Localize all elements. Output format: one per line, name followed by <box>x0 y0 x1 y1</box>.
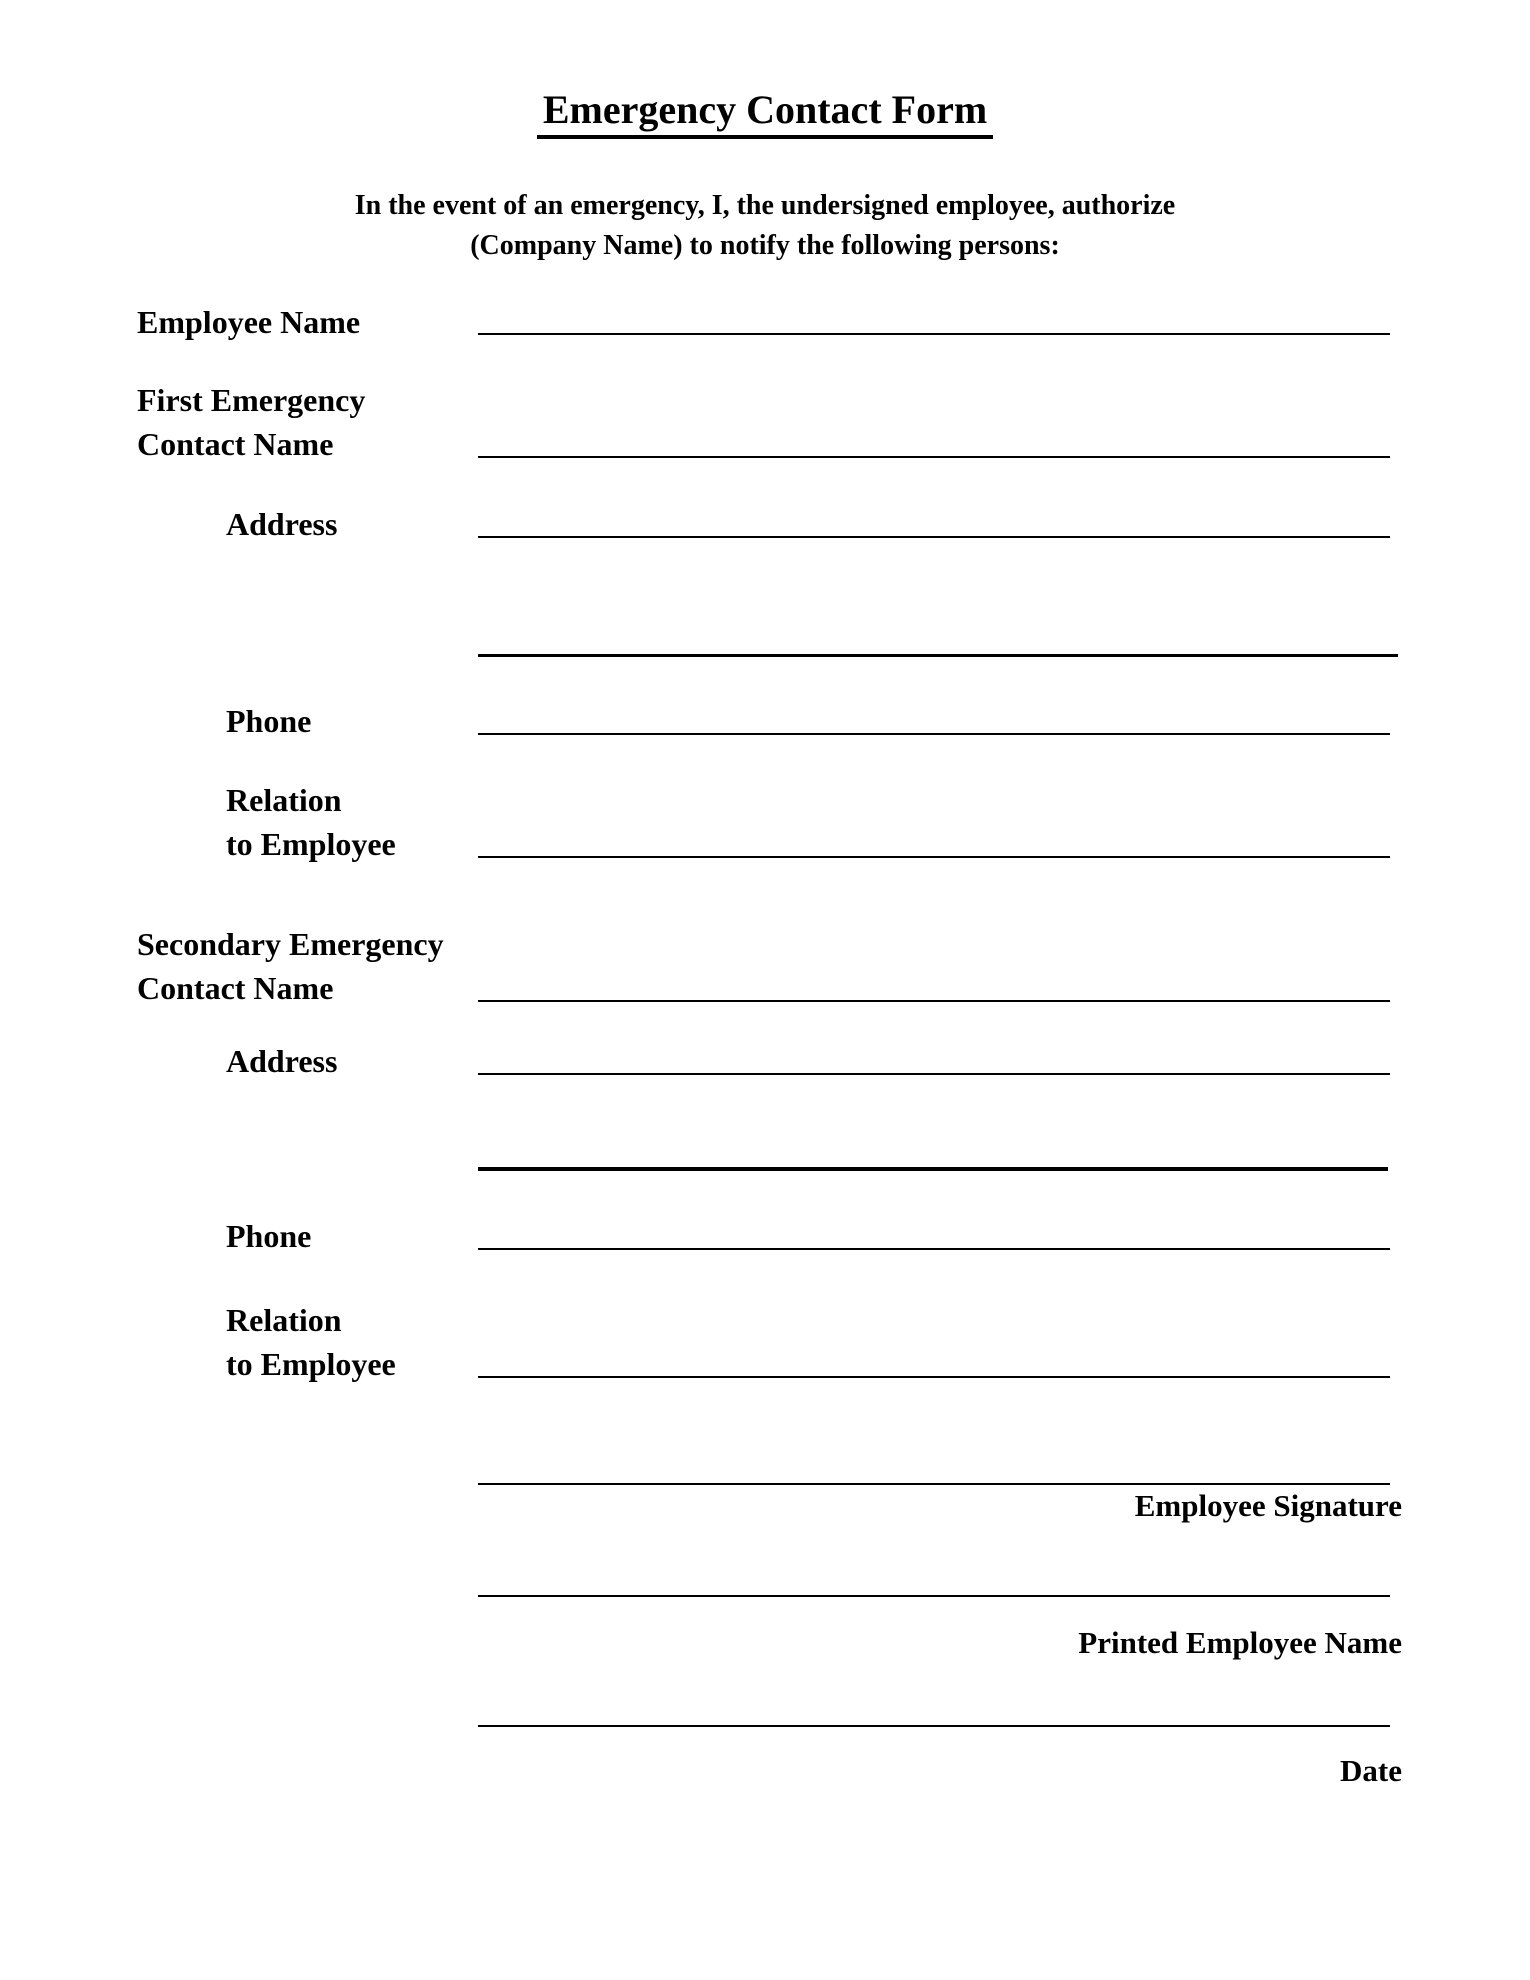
first-relation-label-line1: Relation <box>226 782 342 818</box>
date-input-line[interactable] <box>478 1725 1390 1727</box>
date-label: Date <box>1340 1753 1402 1788</box>
first-contact-name-label-line2: Contact Name <box>137 426 334 462</box>
employee-signature-input-line[interactable] <box>478 1483 1390 1485</box>
secondary-contact-name-label-line2: Contact Name <box>137 970 334 1006</box>
first-address-input-line-1[interactable] <box>478 536 1390 538</box>
secondary-relation-label <box>226 1298 396 1386</box>
printed-employee-name-input-line[interactable] <box>478 1595 1390 1597</box>
first-relation-label-line2: to Employee <box>226 826 396 862</box>
first-phone-input-line[interactable] <box>478 733 1390 735</box>
secondary-address-input-line-1[interactable] <box>478 1073 1390 1075</box>
first-address-input-line-2[interactable] <box>478 654 1398 657</box>
intro-line-2: (Company Name) to notify the following persons: <box>470 230 1060 261</box>
employee-name-input-line[interactable] <box>478 333 1390 335</box>
first-address-label: Address <box>226 506 338 542</box>
secondary-phone-input-line[interactable] <box>478 1248 1390 1250</box>
secondary-phone-label: Phone <box>226 1218 312 1254</box>
first-relation-input-line[interactable] <box>478 856 1390 858</box>
first-contact-name-label <box>137 378 365 466</box>
first-contact-name-label-line1: First Emergency <box>137 382 366 418</box>
secondary-relation-input-line[interactable] <box>478 1376 1390 1378</box>
printed-employee-name-label: Printed Employee Name <box>1078 1625 1402 1660</box>
first-relation-label <box>226 778 396 866</box>
first-phone-label: Phone <box>226 703 312 739</box>
employee-signature-label: Employee Signature <box>1134 1488 1402 1523</box>
first-contact-name-input-line[interactable] <box>478 456 1390 458</box>
page-title-text: Emergency Contact Form <box>537 86 993 139</box>
page-title <box>0 86 1530 139</box>
employee-name-label: Employee Name <box>137 304 361 340</box>
secondary-relation-label-line1: Relation <box>226 1302 342 1338</box>
intro-text <box>0 186 1530 266</box>
secondary-address-input-line-2[interactable] <box>478 1167 1388 1171</box>
secondary-contact-name-label-line1: Secondary Emergency <box>137 926 444 962</box>
intro-line-1: In the event of an emergency, I, the undersigned employee, authorize <box>354 190 1176 221</box>
secondary-contact-name-label <box>137 922 444 1010</box>
secondary-address-label: Address <box>226 1043 338 1079</box>
secondary-relation-label-line2: to Employee <box>226 1346 396 1382</box>
secondary-contact-name-input-line[interactable] <box>478 1000 1390 1002</box>
